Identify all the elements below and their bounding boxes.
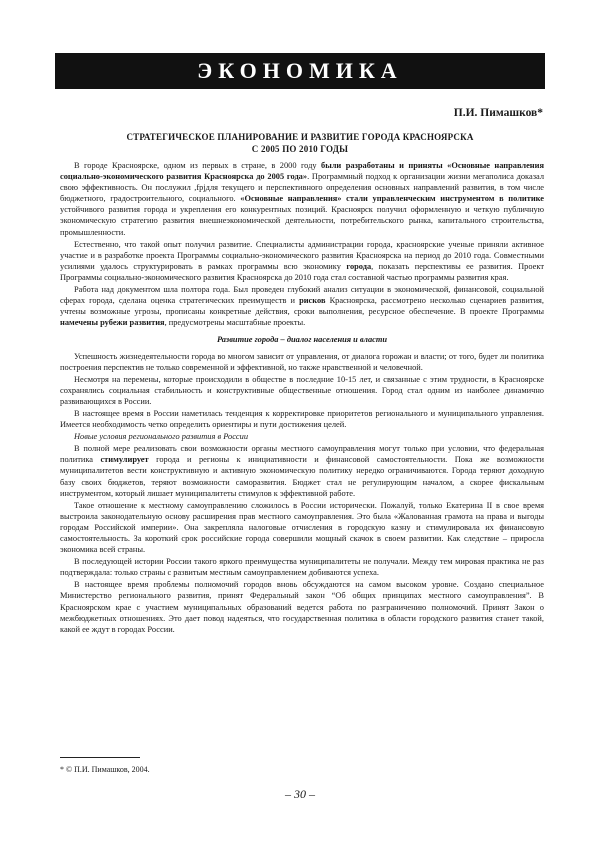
section-subheading: Развитие города – диалог населения и власти: [216, 335, 388, 345]
text-run: В городе Красноярске, одном из первых в стране, в 2000 году: [74, 161, 321, 170]
page-number: – 30 –: [285, 787, 315, 801]
article-body: [60, 160, 544, 636]
paragraph: [60, 443, 544, 498]
paragraph: [60, 239, 544, 283]
paragraph: В настоящее время в России наметилась тенденция к корректировке приоритетов регионального и муниципального управления. Имеется необходимость четко определить ориентиры и пути достижения целей.: [60, 408, 544, 430]
text-run: Красноярска, рассмотрено несколько сценариев развития, учтены возможные угрозы, прописаны конкретные действия, сроки выполнения, ресурсное обеспечение. В проекте Программы: [60, 296, 544, 317]
paragraph: Несмотря на перемены, которые происходили в обществе в последние 10-15 лет, и связанные с этим трудности, в Красноярске сохранялись социальная стабильность и конструктивные общественные отношения. Город стал одним из наиболее динамично развивающихся в России.: [60, 374, 544, 406]
bold-text: намечены рубежи развития: [60, 318, 165, 328]
bold-text: стимулирует: [100, 455, 149, 465]
bold-text: «Основные направления» стали управленческим инструментом в политике: [240, 194, 544, 204]
paragraph: В настоящее время проблемы полномочий городов вновь обсуждаются на самом высоком уровне. Создано специальное Министерство регионального развития, принят Федеральный закон “Об общих принципах местного самоуправления”. В Красноярском крае с участием муниципальных образований ведется работа по разграничению полномочий. Принят Закон о межбюджетных отношениях. Это дает повод надеяться, что государственная политика в области городского развития станет такой, какой ее ждут в городах России.: [60, 580, 544, 634]
bold-text: были разработаны и приняты «Основные направления социально-экономического развития Красноярска до 2005 года»: [60, 161, 544, 182]
article-title: [60, 131, 540, 155]
text-run: Работа над документом шла полтора года. Был проведен глубокий анализ ситуации в экономической, финансовой, социальной сферах города, сделана оценка стратегических преимуществ и: [60, 285, 544, 306]
paragraph: [60, 284, 544, 328]
text-run: . Программный подход к организации жизни мегаполиса доказал свою эффективность. Он послужил ,fpjдля текущего и перспективного определения основных направлений развития, в том числе бюджетного, градостроительного, социального.: [60, 172, 544, 204]
text-run: В полной мере реализовать свои возможности органы местного самоуправления могут только при условии, что федеральная политика: [60, 444, 544, 465]
text-run: , предусмотрены масштабные проекты.: [164, 318, 306, 328]
text-run: Естественно, что такой опыт получил развитие. Специалисты администрации города, красноярские ученые приняли активное участие и в разработке проекта Программы социально-экономического развития Красноярска на период до 2010 года. Совместными усилиями удалось структурировать в рамках программы всю экономику: [60, 239, 544, 271]
author-name: П.И. Пимашков*: [453, 107, 543, 119]
paragraph: В последующей истории России такого яркого преимущества муниципалитеты не получали. Между тем мировая практика не раз подтверждала: только страны с развитым местным самоуправлением добиваются успеха.: [60, 557, 544, 578]
text-run: устойчивого развития города и укрепления его конкурентных позиций. Красноярск получил оформленную и четкую публичную экономическую стратегию развития внешнеэкономической деятельности, потребительского рынка, капитального строительства, промышленности.: [60, 205, 544, 237]
section-subheading-italic: Новые условия регионального развития в России: [74, 432, 249, 442]
paragraph: Такое отношение к местному самоуправлению сложилось в России исторически. Пожалуй, только Екатерина II в свое время выстроила законодательную основу расширения прав местного самоуправления. Это была «Жалованная грамота на права и выгоды городам Российской империи». Она закрепляла налоговые отчисления в городскую казну и стимулировала их финансовую самостоятельность. За короткий срок российские города совершили мощный скачок в своем развитии. Как следствие – приросла экономика всей страны.: [60, 500, 544, 555]
text-run: города и регионы к инициативности и финансовой самостоятельности. Пока же возможности муниципалитетов вести конструктивную и активную экономическую политику нередко ограничиваются. Города теряют доходную базу своих бюджетов, теряют возможности саморазвития. Бюджет стал не регулирующим началом, а скорее фискальным инструментом, который лишает муниципалитеты стимулов к эффективной работе.: [60, 455, 544, 498]
section-banner: ЭКОНОМИКА: [55, 53, 545, 89]
title-line-2: С 2005 ПО 2010 ГОДЫ: [251, 144, 349, 154]
text-run: , показать перспективы ее развития. Проект Программы социально-экономического развития Красноярска до 2010 года стал составной частью программы развития края.: [60, 261, 544, 282]
footnote-divider: [60, 757, 140, 758]
bold-text: рисков: [299, 296, 326, 306]
footnote: * © П.И. Пимашков, 2004.: [60, 765, 150, 774]
title-line-1: СТРАТЕГИЧЕСКОЕ ПЛАНИРОВАНИЕ И РАЗВИТИЕ ГОРОДА КРАСНОЯРСКА: [126, 132, 474, 142]
paragraph: [60, 160, 544, 238]
paragraph: Успешность жизнедеятельности города во многом зависит от управления, от диалога горожан и власти; от того, будет ли политика построения перспектив не только современной и эффективной, но также нравственной и человечной.: [60, 351, 544, 372]
bold-text: города: [346, 261, 372, 271]
